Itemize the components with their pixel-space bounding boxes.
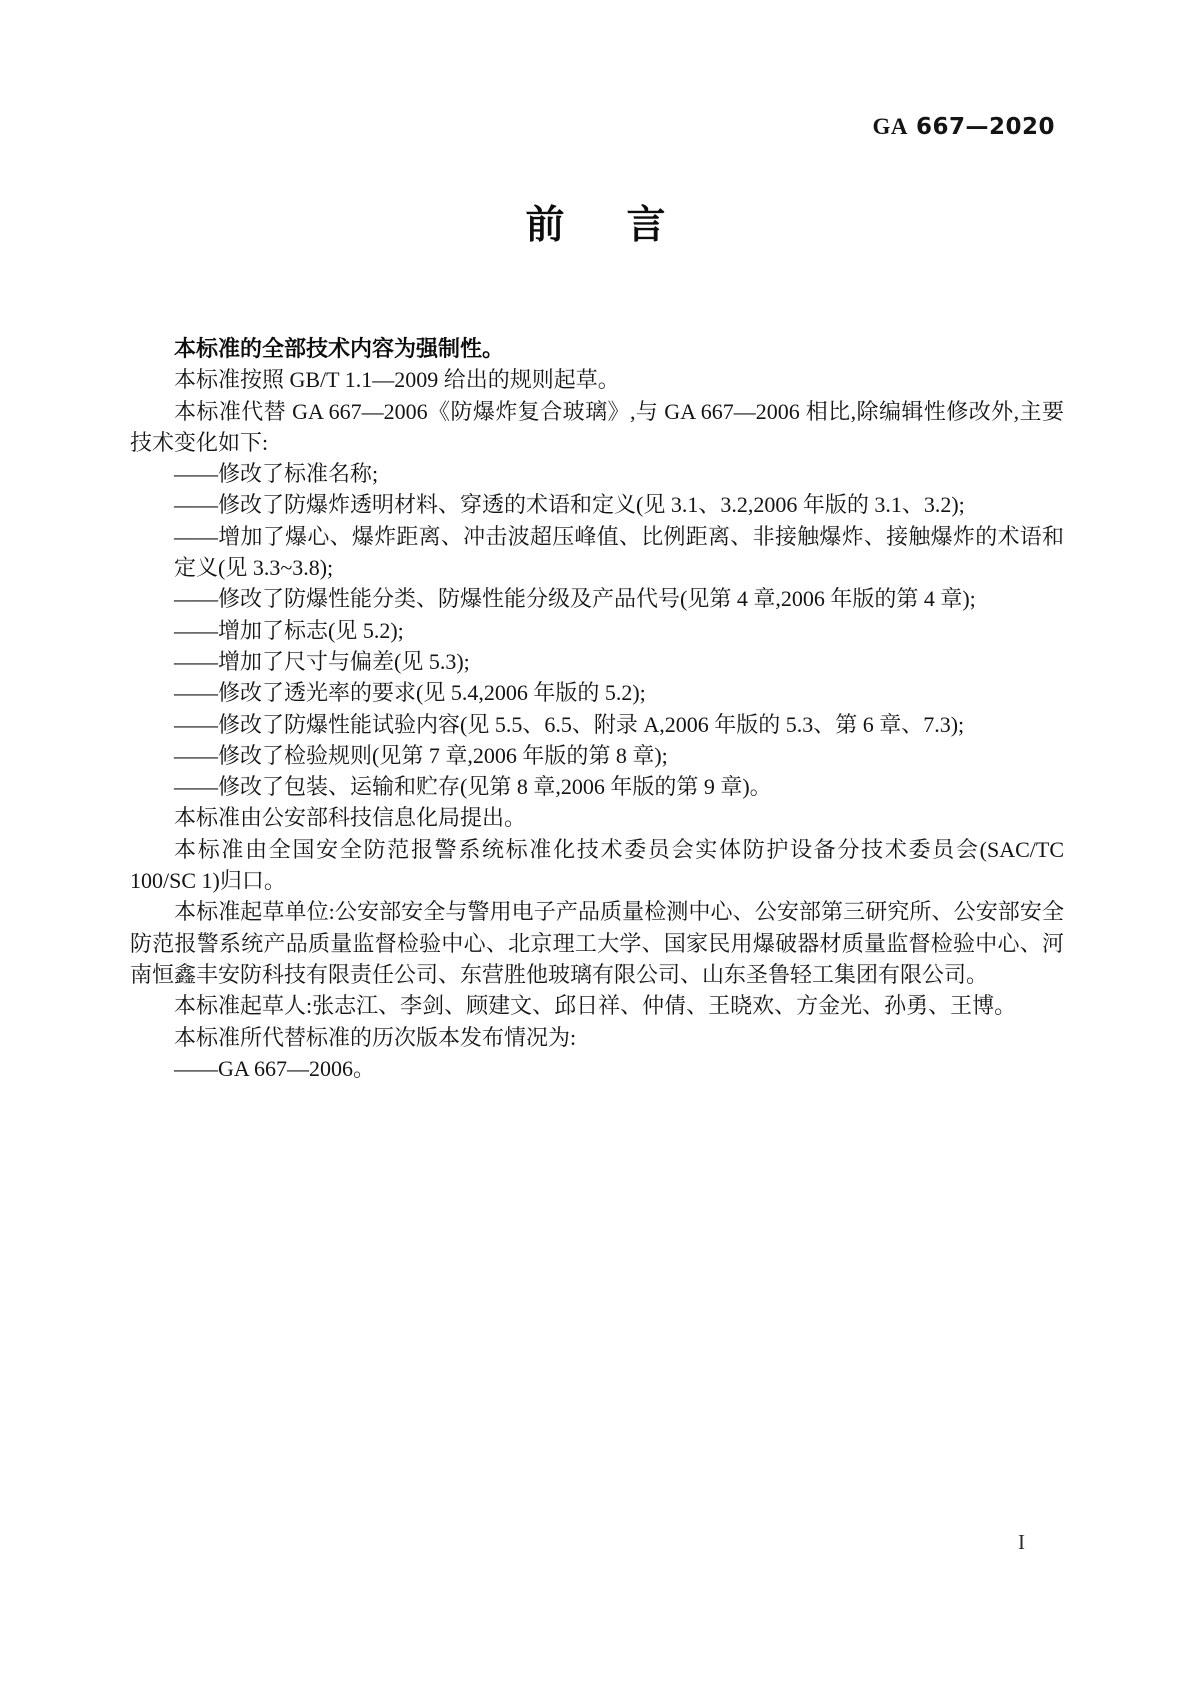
foreword-paragraph: 本标准由全国安全防范报警系统标准化技术委员会实体防护设备分技术委员会(SAC/TC 100/SC 1)归口。 [130, 836, 1064, 894]
foreword-list-item: ——修改了防爆性能分类、防爆性能分级及产品代号(见第 4 章,2006 年版的第 4 章); [174, 586, 976, 612]
foreword-paragraph: 本标准由公安部科技信息化局提出。 [174, 805, 527, 831]
page-title-char-2: 言 [626, 204, 666, 247]
foreword-list-item: ——修改了防爆炸透明材料、穿透的术语和定义(见 3.1、3.2,2006 年版的 3.1、3.2); [174, 492, 965, 518]
foreword-paragraph: 本标准起草人:张志江、李剑、顾建文、邱日祥、仲倩、王晓欢、方金光、孙勇、王博。 [174, 993, 1017, 1019]
page-title [0, 203, 1191, 249]
foreword-paragraph: 本标准按照 GB/T 1.1—2009 给出的规则起草。 [174, 367, 620, 393]
standard-code-number: 667—2020 [915, 114, 1055, 140]
foreword-list-item: ——增加了标志(见 5.2); [174, 617, 404, 643]
foreword-list-item: ——修改了包装、运输和贮存(见第 8 章,2006 年版的第 9 章)。 [174, 774, 772, 800]
foreword-paragraph: 本标准代替 GA 667—2006《防爆炸复合玻璃》,与 GA 667—2006 相比,除编辑性修改外,主要技术变化如下: [130, 398, 1064, 455]
standard-code-header [0, 114, 1055, 140]
foreword-paragraph: 本标准的全部技术内容为强制性。 [174, 336, 505, 361]
foreword-list-item: ——修改了标准名称; [174, 461, 379, 487]
foreword-list-item: ——修改了透光率的要求(见 5.4,2006 年版的 5.2); [174, 680, 646, 706]
foreword-list-item: ——修改了检验规则(见第 7 章,2006 年版的第 8 章); [174, 742, 668, 768]
page-number: I [1018, 1530, 1025, 1554]
foreword-paragraph: 本标准起草单位:公安部安全与警用电子产品质量检测中心、公安部第三研究所、公安部安全防范报警系统产品质量监督检验中心、北京理工大学、国家民用爆破器材质量监督检验中心、河南恒鑫丰安防科技有限责任公司、东营胜他玻璃有限公司、山东圣鲁轻工集团有限公司。 [130, 899, 1064, 987]
standard-code-prefix: GA [872, 114, 908, 139]
foreword-paragraph: 本标准所代替标准的历次版本发布情况为: [174, 1024, 577, 1050]
page-title-char-1: 前 [525, 204, 565, 247]
foreword-body [130, 333, 1064, 1084]
foreword-list-item: ——GA 667—2006。 [174, 1055, 376, 1081]
foreword-list-item: ——修改了防爆性能试验内容(见 5.5、6.5、附录 A,2006 年版的 5.3、第 6 章、7.3); [174, 711, 965, 737]
foreword-list-item: ——增加了尺寸与偏差(见 5.3); [174, 648, 470, 674]
foreword-list-item: ——增加了爆心、爆炸距离、冲击波超压峰值、比例距离、非接触爆炸、接触爆炸的术语和定义(见 3.3~3.8); [174, 523, 1064, 581]
